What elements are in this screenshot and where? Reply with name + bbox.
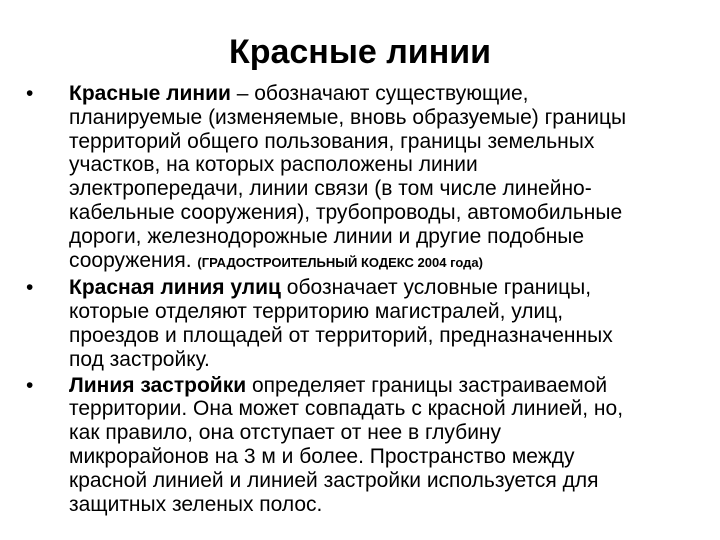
bullet-text <box>69 374 710 517</box>
text-line <box>69 249 710 275</box>
bullet-term: Линия застройки <box>69 373 247 397</box>
text-fragment: обозначает условные границы, <box>286 276 592 300</box>
text-line: кабельные сооружения), трубопроводы, автомобильные <box>69 200 623 224</box>
text-line: участков, на которых расположены линии <box>69 153 478 177</box>
text-line: территорий общего пользования, границы земельных <box>69 129 595 153</box>
text-line <box>69 82 710 106</box>
bullet-term: Красная линия улиц <box>69 276 281 300</box>
text-line: планируемые (изменяемые, вновь образуемые) границы <box>69 105 627 129</box>
bullet-red-lines <box>26 82 710 274</box>
bullet-text <box>69 276 710 371</box>
bullet-marker: • <box>26 82 34 105</box>
text-fragment: сооружения. <box>69 248 192 272</box>
bullet-street-red-line <box>26 276 710 371</box>
bullet-marker: • <box>26 276 34 300</box>
text-fragment: – обозначают существующие, <box>236 82 529 105</box>
text-line: дороги, железнодорожные линии и другие подобные <box>69 224 585 248</box>
text-line: которые отделяют территорию магистралей, улиц, <box>69 300 564 324</box>
text-line <box>69 374 710 398</box>
text-line: как правило, она отступает от нее в глубину <box>69 421 502 445</box>
text-line: проездов и площадей от территорий, предназначенных <box>69 323 613 347</box>
text-line: микрорайонов на 3 м и более. Пространство между <box>69 444 575 468</box>
text-line <box>69 276 710 300</box>
bullet-term: Красные линии <box>69 82 231 105</box>
text-line: территории. Она может совпадать с красной линией, но, <box>69 397 624 421</box>
bullet-building-line <box>26 374 710 517</box>
text-line: под застройку. <box>69 347 210 371</box>
text-fragment: определяет границы застраиваемой <box>251 373 608 397</box>
text-line: красной линией и линией застройки используется для <box>69 468 599 492</box>
text-line: защитных зеленых полос. <box>69 492 323 516</box>
slide-title: Красные линии <box>228 33 492 71</box>
source-citation: (ГРАДОСТРОИТЕЛЬНЫЙ КОДЕКС 2004 года) <box>197 254 483 270</box>
bullet-text <box>69 82 710 274</box>
bullet-marker: • <box>26 373 34 397</box>
bullet-list <box>26 82 710 518</box>
text-line: электропередачи, линии связи (в том числе линейно- <box>69 177 592 201</box>
